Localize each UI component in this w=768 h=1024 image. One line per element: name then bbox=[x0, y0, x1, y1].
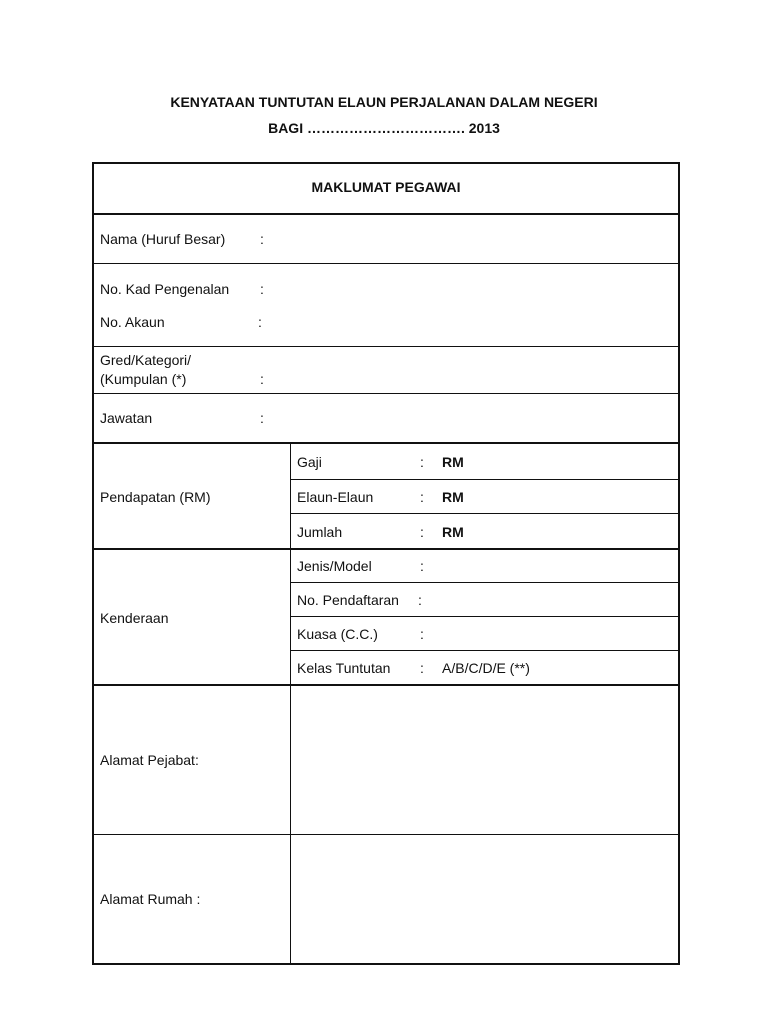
jumlah-label: Jumlah bbox=[297, 524, 343, 540]
no-pendaftaran-colon: : bbox=[418, 592, 422, 608]
kenderaan-label: Kenderaan bbox=[100, 610, 169, 626]
no-pendaftaran-label: No. Pendaftaran bbox=[297, 592, 399, 608]
jenis-model-colon: : bbox=[420, 558, 424, 574]
divider bbox=[290, 616, 678, 617]
jawatan-colon: : bbox=[260, 410, 264, 426]
divider bbox=[290, 650, 678, 651]
elaun-value: RM bbox=[442, 489, 464, 505]
gaji-value: RM bbox=[442, 454, 464, 470]
kuasa-label: Kuasa (C.C.) bbox=[297, 626, 378, 642]
akaun-colon: : bbox=[258, 314, 262, 330]
kelas-tuntutan-label: Kelas Tuntutan bbox=[297, 660, 391, 676]
divider bbox=[94, 393, 678, 394]
kuasa-colon: : bbox=[420, 626, 424, 642]
divider bbox=[94, 346, 678, 347]
divider bbox=[290, 582, 678, 583]
divider bbox=[94, 213, 678, 215]
gaji-colon: : bbox=[420, 454, 424, 470]
elaun-colon: : bbox=[420, 489, 424, 505]
column-divider bbox=[290, 443, 291, 963]
jenis-model-label: Jenis/Model bbox=[297, 558, 372, 574]
alamat-pejabat-label: Alamat Pejabat: bbox=[100, 752, 199, 768]
divider bbox=[94, 442, 678, 444]
kad-pengenalan-label: No. Kad Pengenalan bbox=[100, 281, 230, 297]
jumlah-value: RM bbox=[442, 524, 464, 540]
elaun-label: Elaun-Elaun bbox=[297, 489, 374, 505]
divider bbox=[290, 513, 678, 514]
jawatan-label: Jawatan bbox=[100, 410, 153, 426]
nama-label: Nama (Huruf Besar) bbox=[100, 231, 226, 247]
divider bbox=[94, 684, 678, 686]
document-subtitle: BAGI ……………………………. 2013 bbox=[268, 120, 500, 136]
document-title: KENYATAAN TUNTUTAN ELAUN PERJALANAN DALAM NEGERI bbox=[170, 94, 598, 110]
divider bbox=[94, 263, 678, 264]
kelas-tuntutan-colon: : bbox=[420, 660, 424, 676]
divider bbox=[94, 834, 678, 835]
divider bbox=[290, 479, 678, 480]
gred-label-line1: Gred/Kategori/ bbox=[100, 352, 192, 368]
kelas-tuntutan-value: A/B/C/D/E (**) bbox=[442, 660, 530, 676]
gred-colon: : bbox=[260, 371, 264, 387]
kad-pengenalan-colon: : bbox=[260, 281, 264, 297]
jumlah-colon: : bbox=[420, 524, 424, 540]
akaun-label: No. Akaun bbox=[100, 314, 165, 330]
gaji-label: Gaji bbox=[297, 454, 322, 470]
divider bbox=[94, 548, 678, 550]
section-header: MAKLUMAT PEGAWAI bbox=[311, 179, 461, 195]
alamat-rumah-label: Alamat Rumah : bbox=[100, 891, 201, 907]
gred-label-line2: (Kumpulan (*) bbox=[100, 371, 187, 387]
maklumat-pegawai-form bbox=[92, 162, 680, 965]
nama-colon: : bbox=[260, 231, 264, 247]
pendapatan-label: Pendapatan (RM) bbox=[100, 489, 211, 505]
